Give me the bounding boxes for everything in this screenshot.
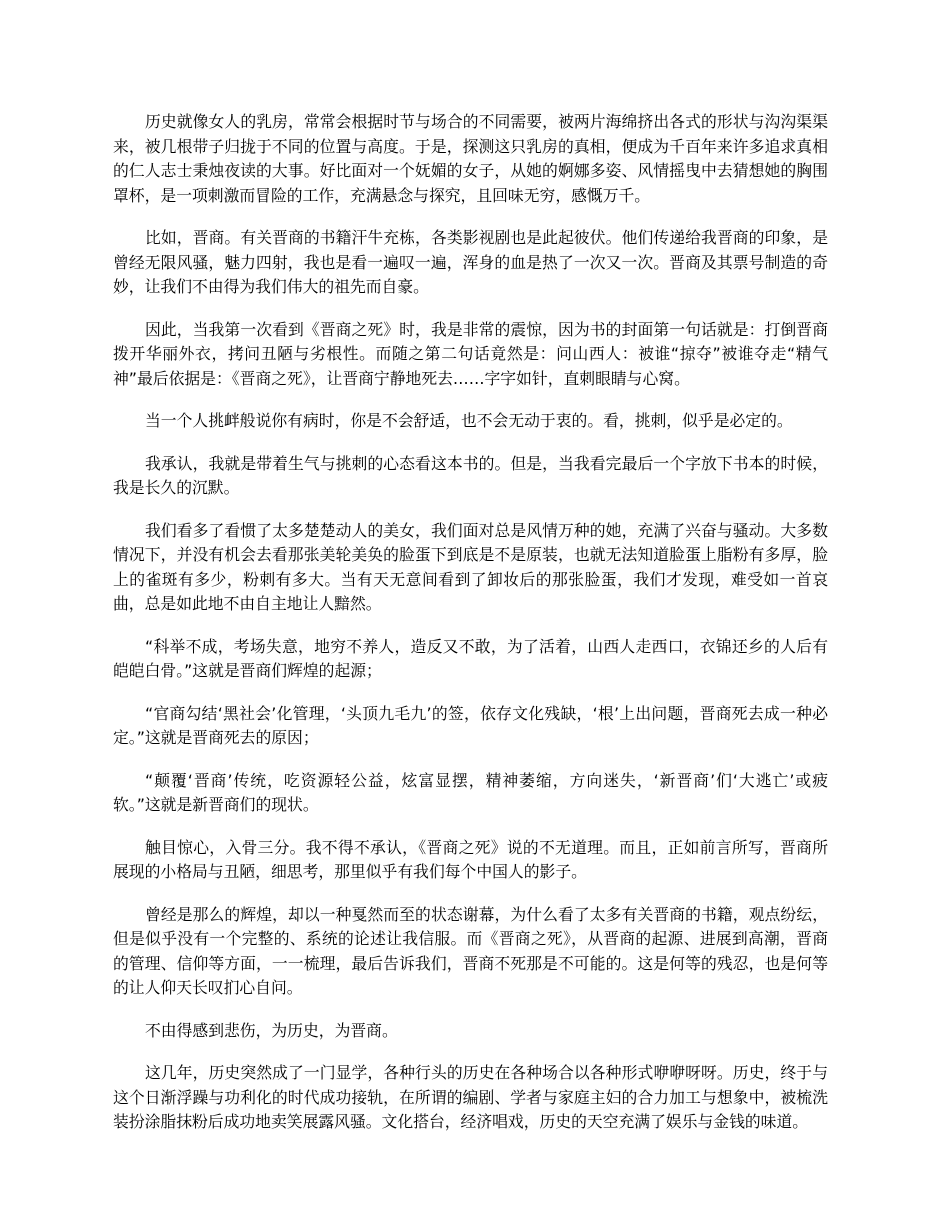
paragraph-13: 这几年，历史突然成了一门显学，各种行头的历史在各种场合以各种形式咿咿呀呀。历史，终于与这个日渐浮躁与功利化的时代成功接轨，在所谓的编剧、学者与家庭主妇的合力加工与想象中，被梳洗装扮涂脂抹粉后成功地卖笑展露风骚。文化搭台，经济唱戏，历史的天空充满了娱乐与金钱的味道。 bbox=[113, 1063, 828, 1131]
paragraph-1: 历史就像女人的乳房，常常会根据时节与场合的不同需要，被两片海绵挤出各式的形状与沟沟渠渠来，被几根带子归拢于不同的位置与高度。于是，探测这只乳房的真相，便成为千百年来许多追求真相的仁人志士秉烛夜读的大事。好比面对一个妩媚的女子，从她的婀娜多姿、风情摇曳中去猜想她的胸围罩杯，是一项刺激而冒险的工作，充满悬念与探究，且回味无穷，感慨万千。 bbox=[113, 112, 828, 205]
paragraph-3: 因此，当我第一次看到《晋商之死》时，我是非常的震惊，因为书的封面第一句话就是：打倒晋商拨开华丽外衣，拷问丑陋与劣根性。而随之第二句话竟然是：问山西人：被谁“掠夺”被谁夺走“精气神”最后依据是：《晋商之死》，让晋商宁静地死去……字字如针，直刺眼睛与心窝。 bbox=[113, 319, 828, 388]
paragraph-12: 不由得感到悲伤，为历史，为晋商。 bbox=[145, 1020, 398, 1040]
paragraph-9: “颠覆‘晋商’传统，吃资源轻公益，炫富显摆，精神萎缩，方向迷失，‘新晋商’们‘大逃亡’或疲软。”这就是新晋商们的现状。 bbox=[113, 770, 828, 814]
paragraph-6: 我们看多了看惯了太多楚楚动人的美女，我们面对总是风情万种的她，充满了兴奋与骚动。大多数情况下，并没有机会去看那张美轮美奂的脸蛋下到底是不是原装，也就无法知道脸蛋上脂粉有多厚，脸上的雀斑有多少，粉刺有多大。当有天无意间看到了卸妆后的那张脸蛋，我们才发现，难受如一首哀曲，总是如此地不由自主地让人黯然。 bbox=[113, 520, 828, 613]
paragraph-10: 触目惊心，入骨三分。我不得不承认，《晋商之死》说的不无道理。而且，正如前言所写，晋商所展现的小格局与丑陋，细思考，那里似乎有我们每个中国人的影子。 bbox=[113, 837, 828, 881]
document-body bbox=[113, 110, 828, 1153]
paragraph-5: 我承认，我就是带着生气与挑刺的心态看这本书的。但是，当我看完最后一个字放下书本的时候，我是长久的沉默。 bbox=[113, 453, 828, 497]
paragraph-7: “科举不成，考场失意，地穷不养人，造反又不敢，为了活着，山西人走西口，衣锦还乡的人后有皑皑白骨。”这就是晋商们辉煌的起源； bbox=[113, 636, 828, 680]
paragraph-4: 当一个人挑衅般说你有病时，你是不会舒适，也不会无动于衷的。看，挑刺，似乎是必定的。 bbox=[145, 411, 793, 430]
paragraph-2: 比如，晋商。有关晋商的书籍汗牛充栋，各类影视剧也是此起彼伏。他们传递给我晋商的印象，是曾经无限风骚，魅力四射，我也是看一遍叹一遍，浑身的血是热了一次又一次。晋商及其票号制造的奇妙，让我们不由得为我们伟大的祖先而自豪。 bbox=[113, 228, 828, 296]
paragraph-11: 曾经是那么的辉煌，却以一种戛然而至的状态谢幕，为什么看了太多有关晋商的书籍，观点纷纭，但是似乎没有一个完整的、系统的论述让我信服。而《晋商之死》，从晋商的起源、进展到高潮，晋商的管理、信仰等方面，一一梳理，最后告诉我们，晋商不死那是不可能的。这是何等的残忍，也是何等的让人仰天长叹扪心自问。 bbox=[113, 904, 828, 997]
paragraph-8: “官商勾结‘黑社会’化管理，‘头顶九毛九’的签，依存文化残缺，‘根’上出问题，晋商死去成一种必定。”这就是晋商死去的原因； bbox=[113, 703, 828, 747]
